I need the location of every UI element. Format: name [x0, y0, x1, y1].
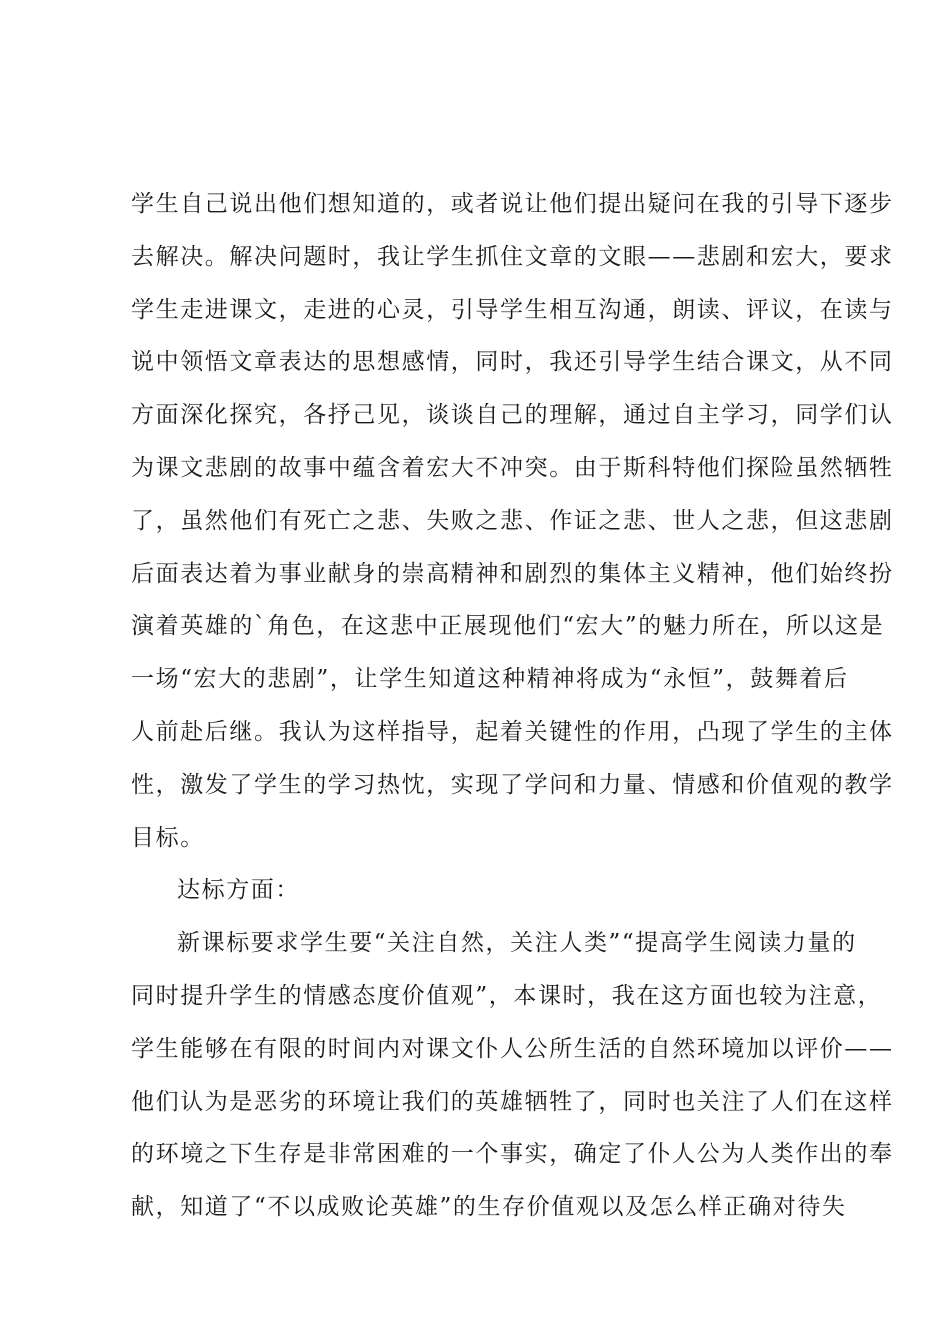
- text-line: 方面深化探究，各抒己见，谈谈自己的理解，通过自主学习，同学们认: [131, 402, 894, 429]
- text-line: 新课标要求学生要“关注自然，关注人类”“提高学生阅读力量的: [177, 930, 857, 957]
- text-line: 的环境之下生存是非常困难的一个事实，确定了仆人公为人类作出的奉: [131, 1141, 894, 1168]
- text-line: 他们认为是恶劣的环境让我们的英雄牺牲了，同时也关注了人们在这样: [131, 1088, 894, 1115]
- text-line: 了，虽然他们有死亡之悲、失败之悲、作证之悲、世人之悲，但这悲剧: [131, 507, 894, 534]
- document-body: [131, 178, 894, 1234]
- text-line: 为课文悲剧的故事中蕴含着宏大不冲突。由于斯科特他们探险虽然牺牲: [131, 454, 894, 481]
- text-line: 后面表达着为事业献身的崇高精神和剧烈的集体主义精神，他们始终扮: [131, 560, 894, 587]
- text-line: 学生自己说出他们想知道的，或者说让他们提出疑问在我的引导下逐步: [131, 191, 894, 217]
- text-line: 学生走进课文，走进的心灵，引导学生相互沟通，朗读、评议，在读与: [131, 296, 894, 323]
- text-line: 学生能够在有限的时间内对课文仆人公所生活的自然环境加以评价——: [131, 1035, 894, 1062]
- text-line: 说中领悟文章表达的思想感情，同时，我还引导学生结合课文，从不同: [131, 349, 894, 376]
- text-line: 演着英雄的`角色，在这悲中正展现他们“宏大”的魅力所在，所以这是: [131, 613, 885, 640]
- text-line: 性，激发了学生的学习热忱，实现了学问和力量、情感和价值观的教学: [131, 771, 894, 798]
- text-line: 人前赴后继。我认为这样指导，起着关键性的作用，凸现了学生的主体: [131, 718, 894, 745]
- text-line: 献，知道了“不以成败论英雄”的生存价值观以及怎么样正确对待失: [131, 1194, 847, 1221]
- text-line: 同时提升学生的情感态度价值观”，本课时，我在这方面也较为注意，: [131, 982, 883, 1009]
- text-line: 一场“宏大的悲剧”，让学生知道这种精神将成为“永恒”，鼓舞着后: [131, 666, 849, 693]
- text-line: 目标。: [131, 824, 205, 851]
- section-heading: 达标方面：: [177, 877, 300, 904]
- text-line: 去解决。解决问题时，我让学生抓住文章的文眼——悲剧和宏大，要求: [131, 243, 894, 270]
